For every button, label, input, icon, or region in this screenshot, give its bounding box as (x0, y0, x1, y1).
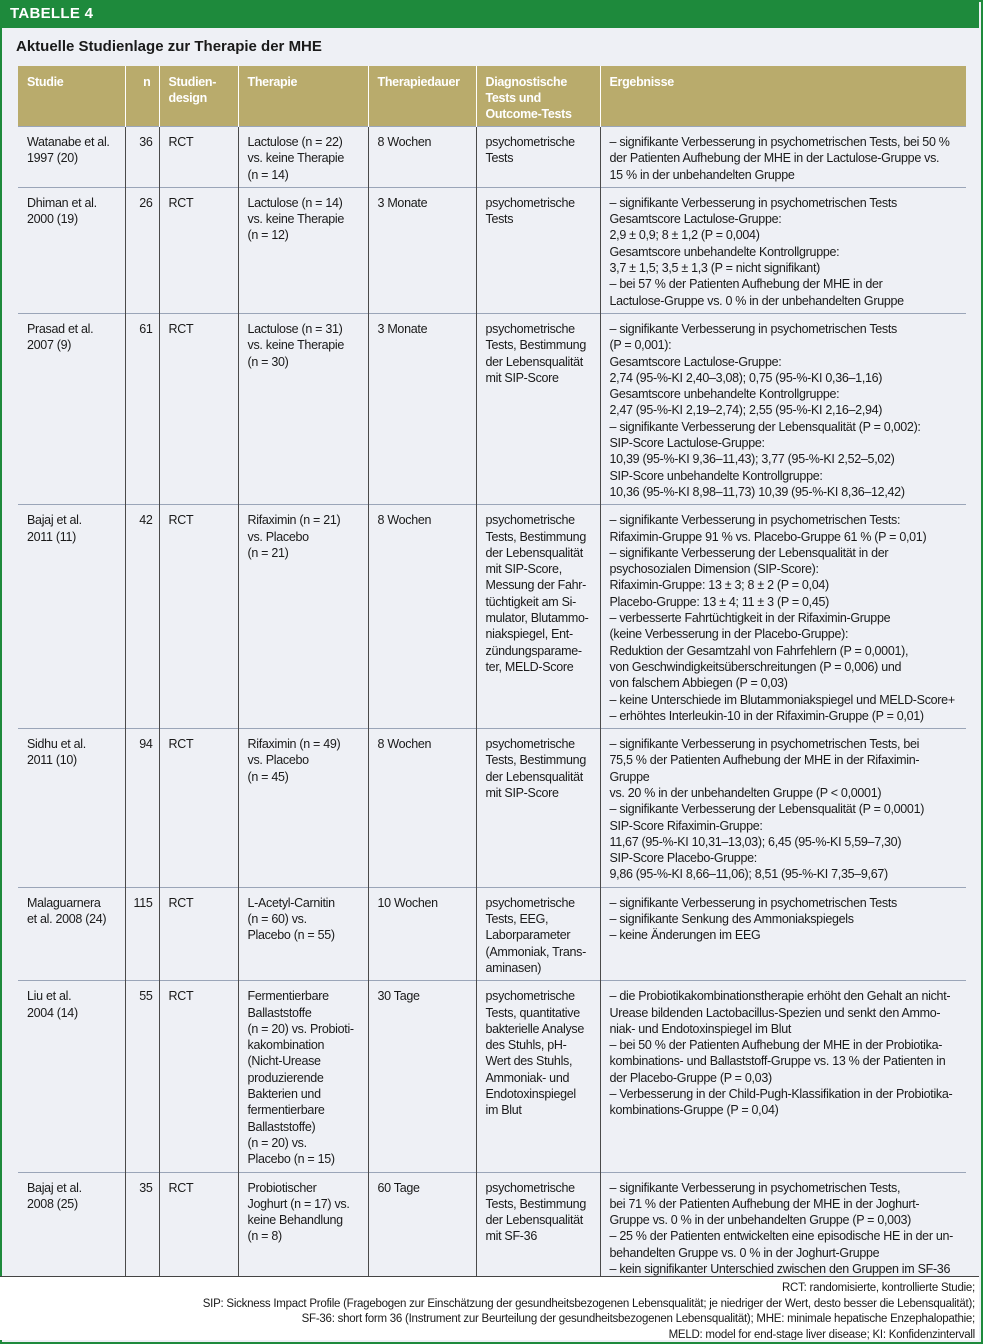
table-row (18, 887, 966, 980)
cell-dauer: 10 Wochen (368, 887, 476, 980)
cell-dauer: 3 Monate (368, 313, 476, 504)
cell-ergebnisse: – signifikante Verbesserung in psychometrischen Tests Gesamtscore Lactulose-Gruppe: 2,9 ± 0,9; 8 ± 1,2 (P = 0,004) Gesamtscore unbehandelte Kontrollgruppe: 3,7 ± 1,5; 3,5 ± 1,3 (P = nicht signifikant) – bei 57 % der Patienten Aufhebung der MHE in der Lactulose-Gruppe vs. 0 % in der unbehandelten Gruppe (600, 187, 966, 313)
cell-ergebnisse: – signifikante Verbesserung in psychometrischen Tests: Rifaximin-Gruppe 91 % vs. Placebo-Gruppe 61 % (P = 0,01) – signifikante Verbesserung der Lebensqualität in der psychosozialen Dimension (SIP-Score): Rifaximin-Gruppe: 13 ± 3; 8 ± 2 (P = 0,04) Placebo-Gruppe: 13 ± 4; 11 ± 3 (P = 0,45) – verbesserte Fahrtüchtigkeit in der Rifaximin-Gruppe (keine Verbesserung in der Placebo-Gruppe): Reduktion der Gesamtzahl von Fahrfehlern (P = 0,0001), von Geschwindigkeitsüberschreitungen (P = 0,006) und von falschem Abbiegen (P = 0,03) – keine Unterschiede im Blutammoniakspiegel und MELD-Score+ – erhöhtes Interleukin-10 in der Rifaximin-Gruppe (P = 0,01) (600, 505, 966, 729)
cell-n: 26 (125, 187, 159, 313)
cell-tests: psychometrische Tests, Bestimmung der Lebensqualität mit SIP-Score (476, 729, 600, 888)
col-header-n: n (125, 66, 159, 127)
cell-studie: Prasad et al. 2007 (9) (18, 313, 125, 504)
cell-ergebnisse: – signifikante Verbesserung in psychometrischen Tests, bei 50 % der Patienten Aufhebung der MHE in der Lactulose-Gruppe vs. 15 % in der unbehandelten Gruppe (600, 127, 966, 188)
cell-tests: psychometrische Tests, EEG, Laborparameter (Ammoniak, Trans- aminasen) (476, 887, 600, 980)
cell-dauer: 3 Monate (368, 187, 476, 313)
cell-therapie: Fermentierbare Ballaststoffe (n = 20) vs. Probioti- kakombination (Nicht-Urease produzierende Bakterien und fermentierbare Ballaststoffe) (n = 20) vs. Placebo (n = 15) (238, 981, 368, 1172)
cell-therapie: Rifaximin (n = 21) vs. Placebo (n = 21) (238, 505, 368, 729)
table-tag: TABELLE 4 (0, 0, 979, 28)
table-row (18, 1172, 966, 1284)
col-header-ergebnisse: Ergebnisse (600, 66, 966, 127)
cell-n: 61 (125, 313, 159, 504)
table-row (18, 127, 966, 188)
cell-tests: psychometrische Tests (476, 127, 600, 188)
cell-dauer: 30 Tage (368, 981, 476, 1172)
cell-studie: Malaguarnera et al. 2008 (24) (18, 887, 125, 980)
header-row (18, 66, 966, 127)
cell-tests: psychometrische Tests (476, 187, 600, 313)
cell-studie: Watanabe et al. 1997 (20) (18, 127, 125, 188)
study-table (18, 66, 966, 1284)
cell-tests: psychometrische Tests, quantitative bakterielle Analyse des Stuhls, pH- Wert des Stuhls, Ammoniak- und Endotoxinspiegel im Blut (476, 981, 600, 1172)
cell-studie: Bajaj et al. 2011 (11) (18, 505, 125, 729)
cell-n: 115 (125, 887, 159, 980)
cell-therapie: Lactulose (n = 14) vs. keine Therapie (n = 12) (238, 187, 368, 313)
cell-design: RCT (159, 887, 238, 980)
cell-tests: psychometrische Tests, Bestimmung der Lebensqualität mit SF-36 (476, 1172, 600, 1284)
cell-n: 42 (125, 505, 159, 729)
cell-therapie: Rifaximin (n = 49) vs. Placebo (n = 45) (238, 729, 368, 888)
table-row (18, 981, 966, 1172)
cell-design: RCT (159, 505, 238, 729)
cell-therapie: L-Acetyl-Carnitin (n = 60) vs. Placebo (n = 55) (238, 887, 368, 980)
footnote-rct: RCT: randomisierte, kontrollierte Studie; (782, 1282, 975, 1294)
col-header-design: Studien- design (159, 66, 238, 127)
cell-tests: psychometrische Tests, Bestimmung der Lebensqualität mit SIP-Score, Messung der Fahr- tüchtigkeit am Si- mulator, Blutammo- niakspiegel, Ent- zündungsparame- ter, MELD-Score (476, 505, 600, 729)
col-header-therapie: Therapie (238, 66, 368, 127)
cell-design: RCT (159, 187, 238, 313)
cell-therapie: Lactulose (n = 31) vs. keine Therapie (n = 30) (238, 313, 368, 504)
cell-n: 36 (125, 127, 159, 188)
table-row (18, 505, 966, 729)
cell-dauer: 8 Wochen (368, 127, 476, 188)
table-row (18, 729, 966, 888)
cell-design: RCT (159, 729, 238, 888)
cell-dauer: 60 Tage (368, 1172, 476, 1284)
cell-dauer: 8 Wochen (368, 505, 476, 729)
cell-studie: Sidhu et al. 2011 (10) (18, 729, 125, 888)
table-row (18, 313, 966, 504)
cell-studie: Liu et al. 2004 (14) (18, 981, 125, 1172)
cell-therapie: Lactulose (n = 22) vs. keine Therapie (n = 14) (238, 127, 368, 188)
col-header-tests: Diagnostische Tests und Outcome-Tests (476, 66, 600, 127)
footnote-meld: MELD: model for end-stage liver disease; KI: Konfidenzintervall (668, 1328, 975, 1340)
table-caption: Aktuelle Studienlage zur Therapie der MHE (16, 38, 322, 55)
footnote-sf36: SF-36: short form 36 (Instrument zur Beurteilung der gesundheitsbezogenen Lebensqualität); MHE: minimale hepatische Enzephalopathie; (301, 1313, 975, 1326)
col-header-dauer: Therapiedauer (368, 66, 476, 127)
cell-n: 55 (125, 981, 159, 1172)
cell-ergebnisse: – signifikante Verbesserung in psychometrischen Tests, bei 71 % der Patienten Aufhebung der MHE in der Joghurt- Gruppe vs. 0 % in der unbehandelten Gruppe (P = 0,003) – 25 % der Patienten entwickelten eine episodische HE in der un- behandelten Gruppe vs. 0 % in der Joghurt-Gruppe – kein signifikanter Unterschied zwischen den Gruppen im SF-36 (600, 1172, 966, 1284)
cell-dauer: 8 Wochen (368, 729, 476, 888)
table-footnotes (0, 1276, 979, 1340)
cell-therapie: Probiotischer Joghurt (n = 17) vs. keine Behandlung (n = 8) (238, 1172, 368, 1284)
cell-design: RCT (159, 127, 238, 188)
cell-n: 35 (125, 1172, 159, 1284)
cell-design: RCT (159, 981, 238, 1172)
cell-design: RCT (159, 1172, 238, 1284)
cell-tests: psychometrische Tests, Bestimmung der Lebensqualität mit SIP-Score (476, 313, 600, 504)
footnote-sip: SIP: Sickness Impact Profile (Fragebogen zur Einschätzung der gesundheitsbezogenen Lebensqualität; je niedriger der Wert, desto besser die Lebensqualität); (202, 1297, 975, 1310)
cell-ergebnisse: – signifikante Verbesserung in psychometrischen Tests, bei 75,5 % der Patienten Aufhebung der MHE in der Rifaximin-Gruppe vs. 20 % in der unbehandelten Gruppe (P < 0,0001) – signifikante Verbesserung der Lebensqualität (P = 0,0001) SIP-Score Rifaximin-Gruppe: 11,67 (95-%-KI 10,31–13,03); 6,45 (95-%-KI 5,59–7,30) SIP-Score Placebo-Gruppe: 9,86 (95-%-KI 8,66–11,06); 8,51 (95-%-KI 7,35–9,67) (600, 729, 966, 888)
cell-n: 94 (125, 729, 159, 888)
cell-ergebnisse: – die Probiotikakombinationstherapie erhöht den Gehalt an nicht- Urease bildenden Lactobacillus-Spezien und senkt den Ammo- niak- und Endotoxinspiegel im Blut – bei 50 % der Patienten Aufhebung der MHE in der Probiotika- kombinations- und Ballaststoff-Gruppe vs. 13 % der Patienten in der Placebo-Gruppe (P = 0,03) – Verbesserung in der Child-Pugh-Klassifikation in der Probiotika- kombinations-Gruppe (P = 0,04) (600, 981, 966, 1172)
cell-ergebnisse: – signifikante Verbesserung in psychometrischen Tests – signifikante Senkung des Ammoniakspiegels – keine Änderungen im EEG (600, 887, 966, 980)
cell-studie: Bajaj et al. 2008 (25) (18, 1172, 125, 1284)
cell-studie: Dhiman et al. 2000 (19) (18, 187, 125, 313)
table-row (18, 187, 966, 313)
cell-design: RCT (159, 313, 238, 504)
cell-ergebnisse: – signifikante Verbesserung in psychometrischen Tests (P = 0,001): Gesamtscore Lactulose-Gruppe: 2,74 (95-%-KI 2,40–3,08); 0,75 (95-%-KI 0,36–1,16) Gesamtscore unbehandelte Kontrollgruppe: 2,47 (95-%-KI 2,19–2,74); 2,55 (95-%-KI 2,16–2,94) – signifikante Verbesserung der Lebensqualität (P = 0,002): SIP-Score Lactulose-Gruppe: 10,39 (95-%-KI 9,36–11,43); 3,77 (95-%-KI 2,52–5,02) SIP-Score unbehandelte Kontrollgruppe: 10,36 (95-%-KI 8,98–11,73) 10,39 (95-%-KI 8,36–12,42) (600, 313, 966, 504)
col-header-studie: Studie (18, 66, 125, 127)
